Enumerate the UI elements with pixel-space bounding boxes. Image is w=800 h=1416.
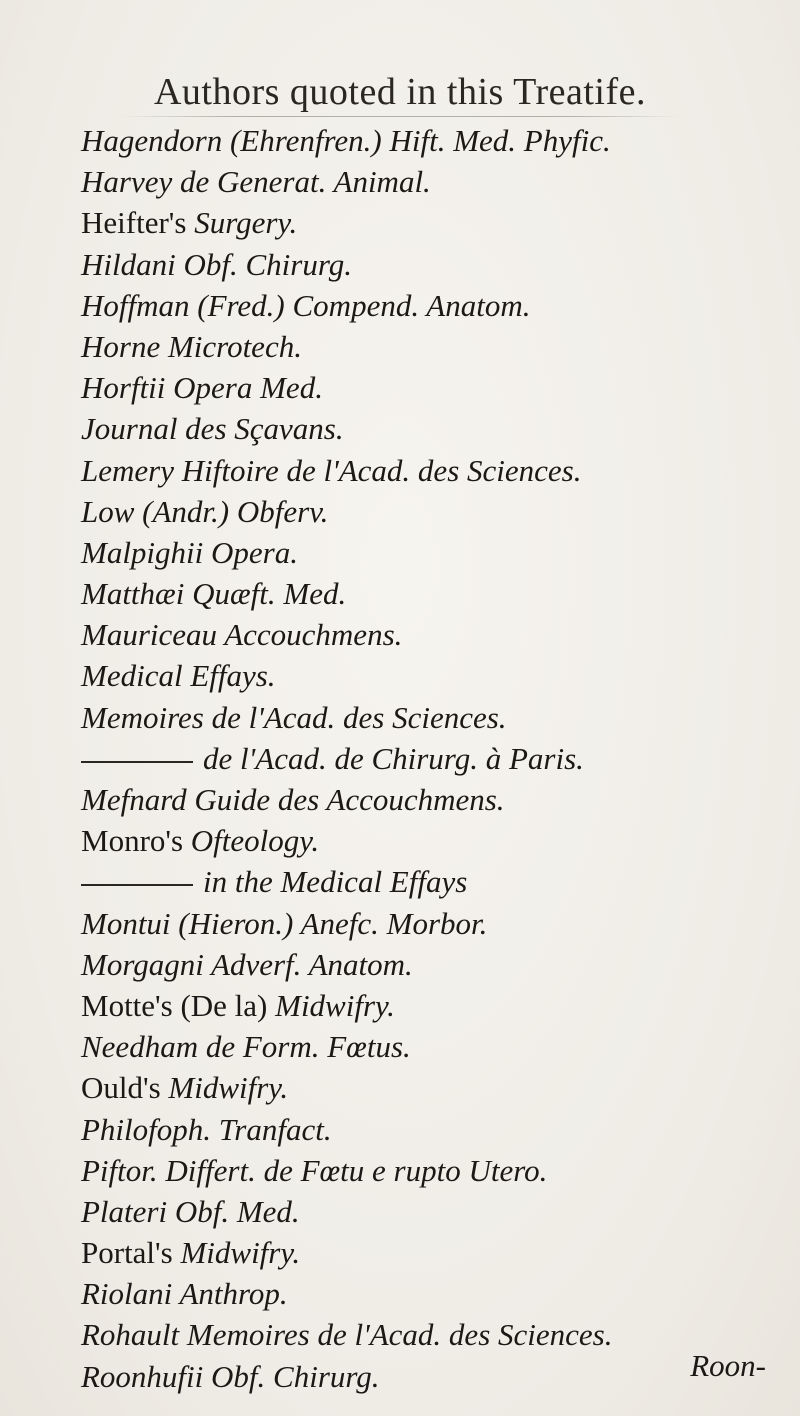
page-header: Authors quoted in this Treatife. xyxy=(153,71,647,113)
author-entry xyxy=(81,985,781,1026)
author-entry xyxy=(81,408,781,449)
entry-text: Mefnard Guide des Accouchmens. xyxy=(81,782,505,817)
entry-text: Portal's xyxy=(81,1235,181,1271)
entry-text: Rohault Memoires de l'Acad. des Sciences. xyxy=(81,1317,613,1353)
catchword: Roon- xyxy=(690,1348,766,1383)
entry-text: Motte's (De la) xyxy=(81,987,276,1023)
ditto-dash xyxy=(81,761,193,763)
author-entry xyxy=(81,944,781,985)
entry-text: Hildani Obf. Chirurg. xyxy=(81,246,352,282)
author-entry xyxy=(81,1356,781,1397)
entry-text: Ofteology. xyxy=(190,823,320,859)
entry-text: Malpighii Opera. xyxy=(81,534,298,570)
entry-text: Midwifry. xyxy=(168,1070,289,1106)
entry-text: de l'Acad. de Chirurg. à Paris. xyxy=(203,740,584,776)
author-entry xyxy=(81,573,781,614)
author-entry xyxy=(81,738,781,779)
author-entry xyxy=(81,1273,781,1314)
entry-text: Roonhufii Obf. Chirurg. xyxy=(81,1358,380,1394)
entry-text: Philofoph. Tranfact. xyxy=(81,1111,332,1147)
author-entry xyxy=(81,285,781,326)
entry-text: Needham de Form. Fœtus. xyxy=(81,1029,411,1065)
entry-text: Horne Microtech. xyxy=(81,328,302,364)
entry-text: Midwifry. xyxy=(275,987,395,1023)
entry-text: Morgagni Adverf. Anatom. xyxy=(81,946,413,982)
author-entry xyxy=(81,1191,781,1232)
author-entry xyxy=(81,161,781,202)
author-entry xyxy=(81,202,781,243)
author-entry xyxy=(81,120,781,161)
entry-text: Montui (Hieron.) Anefc. Morbor. xyxy=(81,905,488,941)
author-entry xyxy=(81,1314,781,1355)
entry-text: Surgery. xyxy=(194,205,298,241)
author-entry xyxy=(81,1109,781,1150)
author-entry xyxy=(81,450,781,491)
entry-text: Medical Effays. xyxy=(81,658,276,694)
entry-text: Low (Andr.) Obferv. xyxy=(81,493,329,529)
entry-text: Harvey de Generat. Animal. xyxy=(81,164,431,200)
author-entry xyxy=(81,1026,781,1067)
entry-text: Hagendorn (Ehrenfren.) Hift. Med. Phyfic. xyxy=(81,123,611,158)
author-entry xyxy=(81,861,781,902)
entry-text: Heifter's xyxy=(81,205,195,241)
entry-text: in the Medical Effays xyxy=(203,864,468,900)
entry-text: Mauriceau Accouchmens. xyxy=(81,617,403,653)
header-rule xyxy=(120,116,680,117)
author-entry xyxy=(81,779,781,820)
ditto-dash xyxy=(81,884,193,886)
entry-text: Riolani Anthrop. xyxy=(81,1276,288,1312)
author-entry xyxy=(81,491,781,532)
entry-text: Horftii Opera Med. xyxy=(81,370,323,406)
author-list xyxy=(81,120,781,1397)
entry-text: Plateri Obf. Med. xyxy=(81,1193,300,1229)
entry-text: Lemery Hiftoire de l'Acad. des Sciences. xyxy=(81,452,582,488)
author-entry xyxy=(81,1150,781,1191)
entry-text: Journal des Sçavans. xyxy=(81,411,344,447)
author-entry xyxy=(81,697,781,738)
author-entry xyxy=(81,820,781,861)
entry-text: Matthæi Quæft. Med. xyxy=(81,576,347,612)
author-entry xyxy=(81,655,781,696)
entry-text: Piftor. Differt. de Fœtu e rupto Utero. xyxy=(81,1152,548,1188)
entry-text: Midwifry. xyxy=(180,1235,301,1271)
author-entry xyxy=(81,367,781,408)
author-entry xyxy=(81,1232,781,1273)
entry-text: Memoires de l'Acad. des Sciences. xyxy=(81,699,507,735)
author-entry xyxy=(81,244,781,285)
author-entry xyxy=(81,532,781,573)
entry-text: Ould's xyxy=(81,1070,169,1106)
author-entry xyxy=(81,1067,781,1108)
entry-text: Monro's xyxy=(81,823,191,859)
author-entry xyxy=(81,614,781,655)
entry-text: Hoffman (Fred.) Compend. Anatom. xyxy=(81,287,531,323)
author-entry xyxy=(81,326,781,367)
author-entry xyxy=(81,903,781,944)
